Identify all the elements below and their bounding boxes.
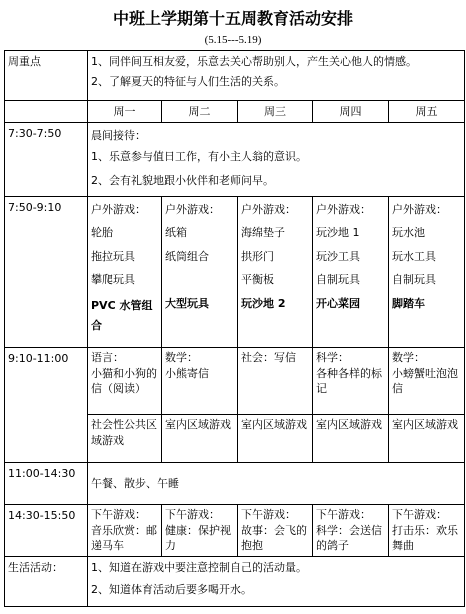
lesson-content: 小螃蟹吐泡泡信 bbox=[392, 366, 458, 396]
outdoor-item: 户外游戏： bbox=[392, 203, 447, 216]
afternoon-cell-tue bbox=[162, 505, 238, 557]
lesson-subject: 社会：写信 bbox=[241, 351, 296, 365]
outdoor-item: 户外游戏： bbox=[91, 203, 146, 216]
week-focus-row bbox=[5, 51, 465, 101]
lesson-subject: 数学： bbox=[165, 351, 198, 365]
outdoor-item: 拖拉玩具 bbox=[91, 249, 135, 263]
lesson-cell-tue bbox=[162, 348, 238, 415]
lesson-cell-mon bbox=[88, 348, 162, 415]
outdoor-cell-thu bbox=[313, 197, 389, 348]
life-label: 生活活动： bbox=[5, 557, 88, 607]
outdoor-bold-item: 大型玩具 bbox=[165, 296, 209, 310]
day-header-fri: 周五 bbox=[389, 101, 465, 123]
lunch-time: 11:00-14:30 bbox=[5, 463, 88, 505]
outdoor-row bbox=[5, 197, 465, 348]
outdoor-item: 海绵垫子 bbox=[241, 226, 285, 240]
outdoor-item: 玩沙工具 bbox=[316, 249, 360, 263]
afternoon-activity: 健康：保护视力 bbox=[165, 523, 231, 553]
outdoor-item: 户外游戏： bbox=[316, 203, 371, 216]
area-cell-wed: 室内区域游戏 bbox=[238, 415, 313, 463]
lunch-content: 午餐、散步、午睡 bbox=[88, 463, 465, 505]
lesson-time: 9:10-11:00 bbox=[5, 348, 88, 463]
week-focus-line-2: 2、了解夏天的特征与人们生活的关系。 bbox=[91, 75, 285, 89]
outdoor-item: 纸筒组合 bbox=[165, 249, 209, 263]
outdoor-time: 7:50-9:10 bbox=[5, 197, 88, 348]
lesson-cell-fri bbox=[389, 348, 465, 415]
lesson-subject: 语言： bbox=[91, 351, 124, 365]
life-line-1: 1、知道在游戏中要注意控制自己的活动量。 bbox=[91, 561, 307, 575]
afternoon-cell-mon bbox=[88, 505, 162, 557]
area-cell-thu: 室内区域游戏 bbox=[313, 415, 389, 463]
afternoon-activity: 故事：会飞的抱抱 bbox=[241, 523, 307, 553]
afternoon-head: 下午游戏： bbox=[241, 508, 296, 522]
outdoor-item: 玩水池 bbox=[392, 226, 425, 240]
outdoor-bold-item: 脚踏车 bbox=[392, 296, 425, 310]
lesson-content: 各种各样的标记 bbox=[316, 366, 382, 396]
outdoor-item: 户外游戏： bbox=[241, 203, 296, 216]
lunch-row bbox=[5, 463, 465, 505]
outdoor-item: 玩沙地 1 bbox=[316, 226, 360, 240]
lesson-subject: 科学： bbox=[316, 351, 349, 365]
outdoor-item: 玩水工具 bbox=[392, 249, 436, 263]
outdoor-item: 纸箱 bbox=[165, 226, 187, 240]
outdoor-item: 自制玩具 bbox=[316, 273, 360, 287]
outdoor-cell-fri bbox=[389, 197, 465, 348]
schedule-table bbox=[4, 50, 465, 607]
outdoor-cell-mon bbox=[88, 197, 162, 348]
afternoon-cell-wed bbox=[238, 505, 313, 557]
outdoor-item: 轮胎 bbox=[91, 226, 113, 240]
day-header-mon: 周一 bbox=[88, 101, 162, 123]
afternoon-cell-fri bbox=[389, 505, 465, 557]
afternoon-head: 下午游戏： bbox=[392, 508, 447, 522]
area-cell-mon: 社会性公共区域游戏 bbox=[88, 415, 162, 463]
lesson-content: 小熊寄信 bbox=[165, 366, 209, 380]
day-header-wed: 周三 bbox=[238, 101, 313, 123]
date-range: (5.15---5.19) bbox=[204, 34, 262, 46]
day-header-thu: 周四 bbox=[313, 101, 389, 123]
lesson-row bbox=[5, 348, 465, 415]
page-title: 中班上学期第十五周教育活动安排 bbox=[112, 9, 353, 28]
afternoon-activity: 音乐欣赏：邮递马车 bbox=[91, 523, 157, 553]
outdoor-item: 拱形门 bbox=[241, 249, 274, 263]
outdoor-bold-item: 玩沙地 2 bbox=[241, 296, 286, 310]
day-header-tue: 周二 bbox=[162, 101, 238, 123]
morning-time: 7:30-7:50 bbox=[5, 123, 88, 197]
outdoor-item: 攀爬玩具 bbox=[91, 273, 135, 287]
area-cell-fri: 室内区域游戏 bbox=[389, 415, 465, 463]
morning-line-1: 晨间接待： bbox=[91, 129, 146, 142]
outdoor-cell-tue bbox=[162, 197, 238, 348]
lesson-cell-thu bbox=[313, 348, 389, 415]
outdoor-item: 平衡板 bbox=[241, 273, 274, 287]
morning-line-2: 1、乐意参与值日工作，有小主人翁的意识。 bbox=[91, 150, 307, 164]
morning-line-3: 2、会有礼貌地跟小伙伴和老师问早。 bbox=[91, 173, 274, 187]
weekday-header-row bbox=[5, 101, 465, 123]
week-focus-label: 周重点 bbox=[5, 51, 88, 101]
afternoon-activity: 打击乐：欢乐舞曲 bbox=[392, 523, 458, 553]
week-focus-content bbox=[88, 51, 465, 101]
area-cell-tue: 室内区域游戏 bbox=[162, 415, 238, 463]
morning-row bbox=[5, 123, 465, 197]
afternoon-head: 下午游戏： bbox=[165, 508, 220, 522]
outdoor-cell-wed bbox=[238, 197, 313, 348]
header-blank bbox=[5, 101, 88, 123]
afternoon-head: 下午游戏： bbox=[316, 508, 371, 522]
afternoon-row bbox=[5, 505, 465, 557]
afternoon-head: 下午游戏： bbox=[91, 508, 146, 522]
outdoor-item: 自制玩具 bbox=[392, 273, 436, 287]
morning-content bbox=[88, 123, 465, 197]
lesson-content: 小猫和小狗的信（阅读） bbox=[91, 366, 157, 396]
life-row bbox=[5, 557, 465, 607]
week-focus-line-1: 1、同伴间互相友爱，乐意去关心帮助别人，产生关心他人的情感。 bbox=[91, 55, 417, 68]
life-line-2: 2、知道体育活动后要多喝开水。 bbox=[91, 582, 252, 596]
afternoon-cell-thu bbox=[313, 505, 389, 557]
afternoon-activity: 科学：会送信的鸽子 bbox=[316, 523, 382, 553]
lesson-subject: 数学： bbox=[392, 351, 425, 365]
lesson-cell-wed bbox=[238, 348, 313, 415]
outdoor-bold-item: PVC 水管组合 bbox=[91, 298, 153, 333]
afternoon-time: 14:30-15:50 bbox=[5, 505, 88, 557]
outdoor-bold-item: 开心菜园 bbox=[316, 296, 360, 310]
outdoor-item: 户外游戏： bbox=[165, 203, 220, 216]
life-content bbox=[88, 557, 465, 607]
